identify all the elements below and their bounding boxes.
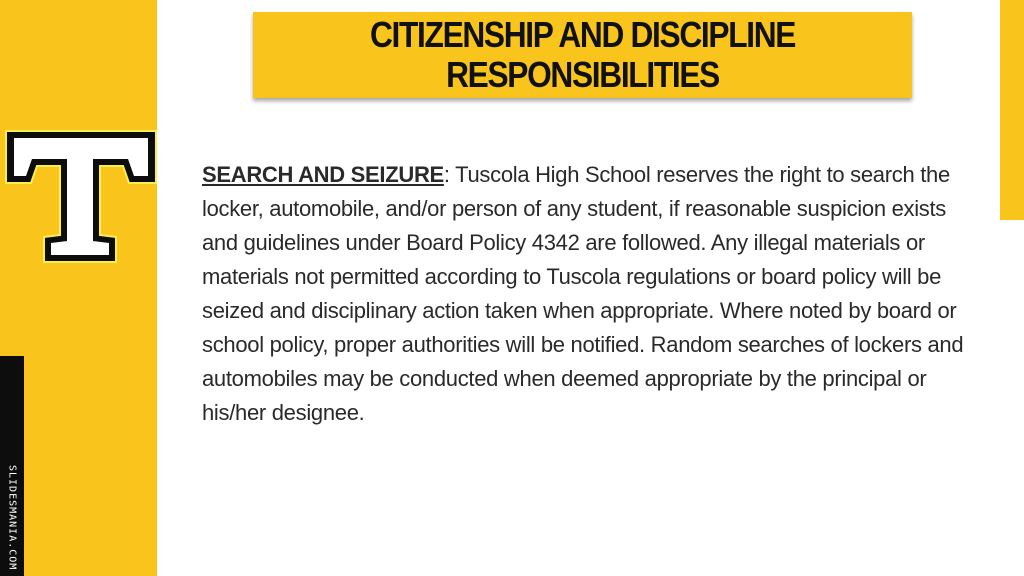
watermark-text: SLIDESMANIA.COM: [6, 464, 18, 570]
tuscola-t-logo: [2, 128, 160, 266]
body-paragraph: [202, 158, 982, 430]
right-yellow-strip: [1000, 0, 1024, 220]
slidesmania-watermark: [0, 356, 24, 570]
title-line-1: CITIZENSHIP AND DISCIPLINE: [369, 14, 796, 55]
slide-title: [370, 15, 795, 95]
body-text: Tuscola High School reserves the right to search the locker, automobile, and/or person of any student, if reasonable suspicion exists and guidelines under Board Policy 4342 are followed. Any illegal materials or materials not permitted according to Tuscola regulations or board policy will be seized and disciplinary action taken when appropriate. Where noted by board or school policy, proper authorities will be notified. Random searches of lockers and automobiles may be conducted when deemed appropriate by the principal or his/her designee.: [202, 162, 964, 425]
title-banner: [253, 12, 912, 98]
heading-separator: :: [443, 162, 450, 187]
title-line-2: RESPONSIBILITIES: [446, 54, 719, 95]
section-heading: SEARCH AND SEIZURE: [202, 162, 444, 187]
